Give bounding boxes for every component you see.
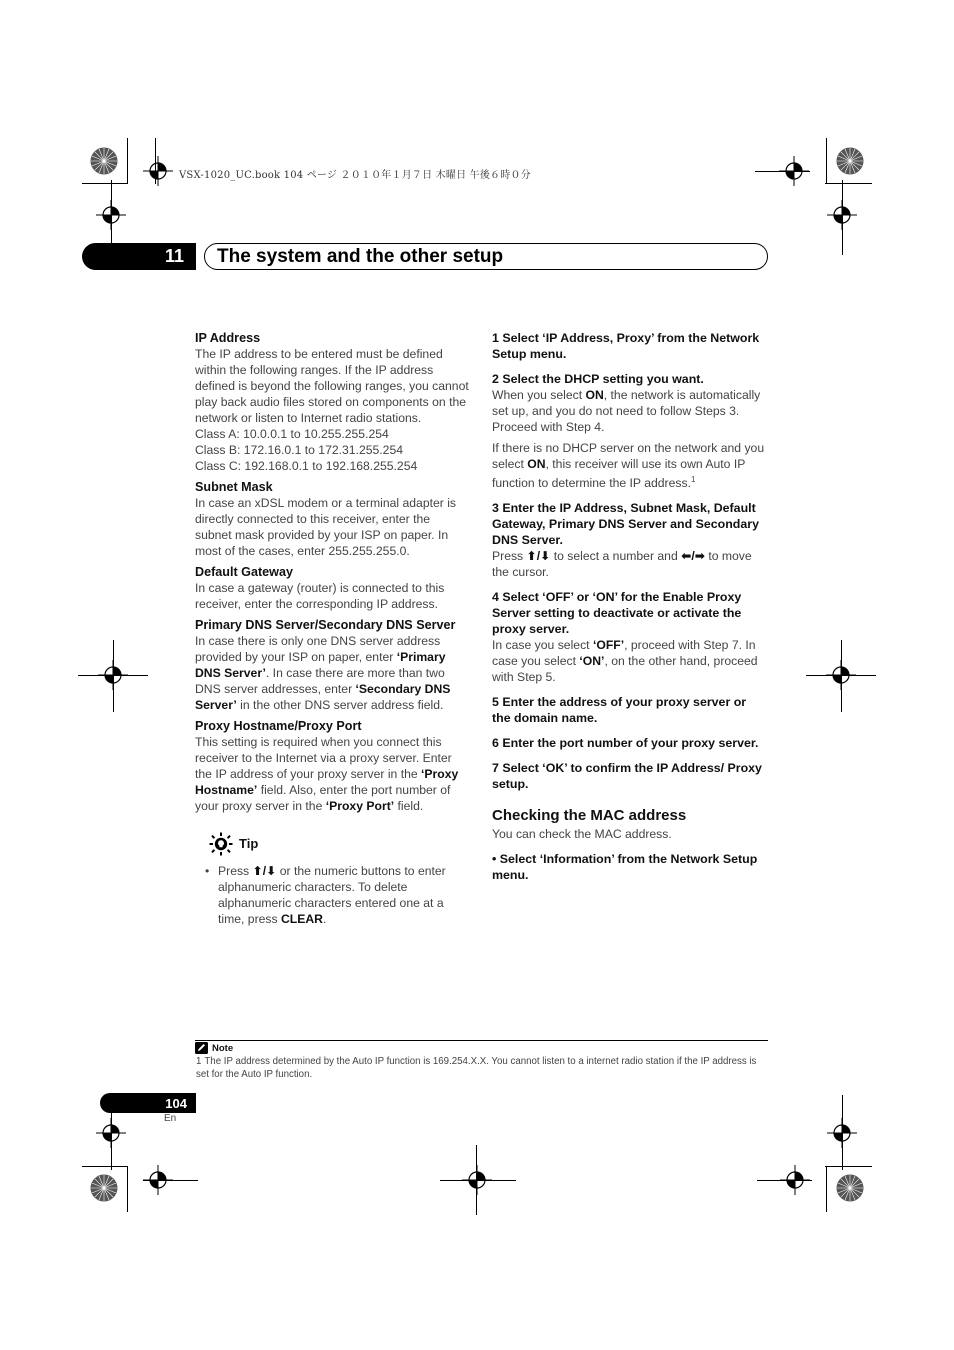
crop-line (825, 1166, 872, 1167)
dns-server-section (195, 617, 470, 713)
note-label: Note (212, 1042, 234, 1054)
body-text: Press (218, 864, 253, 878)
tip-label: Tip (239, 836, 259, 851)
footnote-number: 1 (196, 1056, 202, 1067)
step-4: 4 Select ‘OFF’ or ‘ON’ for the Enable Proxy Server setting to deactivate or activate the proxy server. (492, 590, 742, 637)
crop-line (82, 1166, 128, 1167)
body-text: or the numeric buttons to enter alphanumeric characters. To delete alphanumeric characters entered one at a time, press (218, 864, 446, 926)
starburst-mark-icon (90, 1174, 118, 1202)
registration-mark-icon (780, 1165, 810, 1195)
mac-address-body: You can check the MAC address. (492, 827, 672, 842)
bullet: • (205, 864, 210, 878)
class-c-range: Class C: 192.168.0.1 to 192.168.255.254 (195, 459, 418, 473)
tip-item (205, 863, 470, 927)
default-gateway-section (195, 564, 470, 612)
registration-mark-icon (96, 200, 126, 230)
section-heading: Subnet Mask (195, 480, 273, 494)
body-text: in the other DNS server address field. (236, 698, 444, 712)
body-bold: CLEAR (281, 912, 323, 926)
body-text: , on the other hand, proceed with Step 5. (492, 654, 758, 685)
ip-address-section (195, 330, 470, 474)
body-bold: ‘Primary DNS Server’ (195, 650, 446, 680)
tip-header (209, 832, 470, 856)
footnote (196, 1055, 768, 1081)
registration-mark-icon (98, 660, 128, 690)
section-heading: Default Gateway (195, 565, 293, 579)
body-bold: ‘Proxy Hostname’ (195, 767, 459, 797)
footnote-ref: 1 (690, 475, 696, 484)
registration-mark-icon (779, 156, 809, 186)
registration-mark-icon (826, 660, 856, 690)
starburst-mark-icon (90, 147, 118, 175)
left-column (195, 330, 470, 927)
class-a-range: Class A: 10.0.0.1 to 10.255.255.254 (195, 427, 389, 441)
body-bold: ‘OFF’ (592, 638, 625, 653)
crop-line (82, 183, 128, 184)
body-bold: ‘Secondary DNS Server’ (195, 682, 451, 712)
body-text: . In case there are more than two DNS server addresses, enter (195, 666, 445, 696)
starburst-mark-icon (836, 147, 864, 175)
registration-mark-icon (827, 1118, 857, 1148)
step-5: 5 Enter the address of your proxy server or the domain name. (492, 695, 747, 726)
step-3: 3 Enter the IP Address, Subnet Mask, Default Gateway, Primary DNS Server and Secondary DNS Server. (492, 501, 759, 548)
tip-box (195, 832, 470, 927)
lightbulb-icon (209, 832, 233, 856)
crop-line (826, 1166, 827, 1212)
subnet-mask-section (195, 479, 470, 559)
body-bold: ‘Proxy Port’ (325, 799, 395, 813)
step-7: 7 Select ‘OK’ to confirm the IP Address/ Proxy setup. (492, 761, 762, 792)
body-text: In case you select (492, 638, 593, 653)
body-text: , proceed with Step 7. In case you select (492, 638, 756, 669)
crop-line (825, 183, 872, 184)
step-6: 6 Enter the port number of your proxy server. (492, 736, 759, 751)
step-4-body (492, 637, 768, 685)
registration-mark-icon (462, 1165, 492, 1195)
note-divider (195, 1040, 768, 1041)
footnote-text: The IP address determined by the Auto IP function is 169.254.X.X. You cannot listen to a internet radio station if the IP address is set for the Auto IP function. (196, 1056, 757, 1080)
section-body: In case an xDSL modem or a terminal adapter is directly connected to this receiver, enter the subnet mask provided by your ISP on paper. In most of the cases, enter 255.255.255.0. (195, 496, 457, 558)
section-body (195, 633, 470, 713)
starburst-mark-icon (836, 1174, 864, 1202)
registration-mark-icon (827, 200, 857, 230)
registration-mark-icon (143, 1165, 173, 1195)
tip-text (218, 863, 470, 927)
step-1: 1 Select ‘IP Address, Proxy’ from the Network Setup menu. (492, 331, 760, 361)
step-2-body-2 (492, 440, 768, 491)
proxy-section (195, 718, 470, 814)
crop-line (127, 138, 128, 184)
body-text: field. Also, enter the port number of your proxy server in the (195, 783, 451, 813)
step-2: 2 Select the DHCP setting you want. (492, 372, 704, 386)
section-body (195, 734, 470, 814)
body-bold: ON (527, 457, 546, 471)
registration-mark-icon (96, 1118, 126, 1148)
body-text: to move the cursor. (492, 549, 752, 580)
chapter-title: The system and the other setup (204, 243, 768, 270)
up-down-arrows-icon: ⬆/⬇ (252, 864, 277, 878)
crop-line (826, 138, 827, 184)
body-text: Press (492, 549, 527, 564)
body-text: field. (394, 799, 424, 813)
step-2-body (492, 387, 768, 435)
mac-address-heading: Checking the MAC address (492, 807, 687, 825)
body-text: , the network is automatically set up, and you do not need to follow Steps 3. Proceed with Step 4. (492, 388, 761, 434)
body-text: If there is no DHCP server on the network and you select (492, 441, 765, 471)
file-header: VSX-1020_UC.book 104 ページ ２０１０年１月７日 木曜日 午後６時０分 (179, 170, 531, 181)
body-text: to select a number and (550, 549, 682, 564)
up-down-arrows-icon: ⬆/⬇ (526, 549, 551, 564)
section-heading: Proxy Hostname/Proxy Port (195, 719, 362, 733)
note-header (195, 1042, 233, 1054)
right-column (492, 330, 768, 883)
body-text: When you select (492, 388, 586, 402)
section-body: In case a gateway (router) is connected to this receiver, enter the corresponding IP address. (195, 581, 445, 611)
section-body: The IP address to be entered must be defined within the following ranges. If the IP address defined is beyond the following ranges, you cannot play back audio files stored on components on the network or listen to Internet radio stations. (195, 347, 469, 425)
step-3-body (492, 548, 768, 580)
crop-line (127, 1166, 128, 1212)
body-text: This setting is required when you connect this receiver to the Internet via a proxy server. Enter the IP address of your proxy server in the (195, 735, 452, 781)
page-number: 104 (100, 1093, 196, 1113)
section-heading: IP Address (195, 331, 261, 345)
mac-step: • Select ‘Information’ from the Network Setup menu. (492, 852, 758, 883)
body-text: . (322, 912, 327, 926)
chapter-number: 11 (82, 243, 196, 270)
section-heading: Primary DNS Server/Secondary DNS Server (195, 618, 456, 632)
body-text: In case there is only one DNS server address provided by your ISP on paper, enter (195, 634, 441, 664)
body-bold: ‘ON’ (579, 654, 605, 669)
note-pencil-icon (195, 1042, 208, 1054)
registration-mark-icon (143, 156, 173, 186)
body-text: , this receiver will use its own Auto IP function to determine the IP address. (492, 457, 746, 491)
body-bold: ON (585, 388, 604, 402)
page-language: En (164, 1113, 177, 1124)
class-b-range: Class B: 172.16.0.1 to 172.31.255.254 (195, 443, 404, 457)
left-right-arrows-icon: ⬅/➡ (681, 549, 705, 564)
